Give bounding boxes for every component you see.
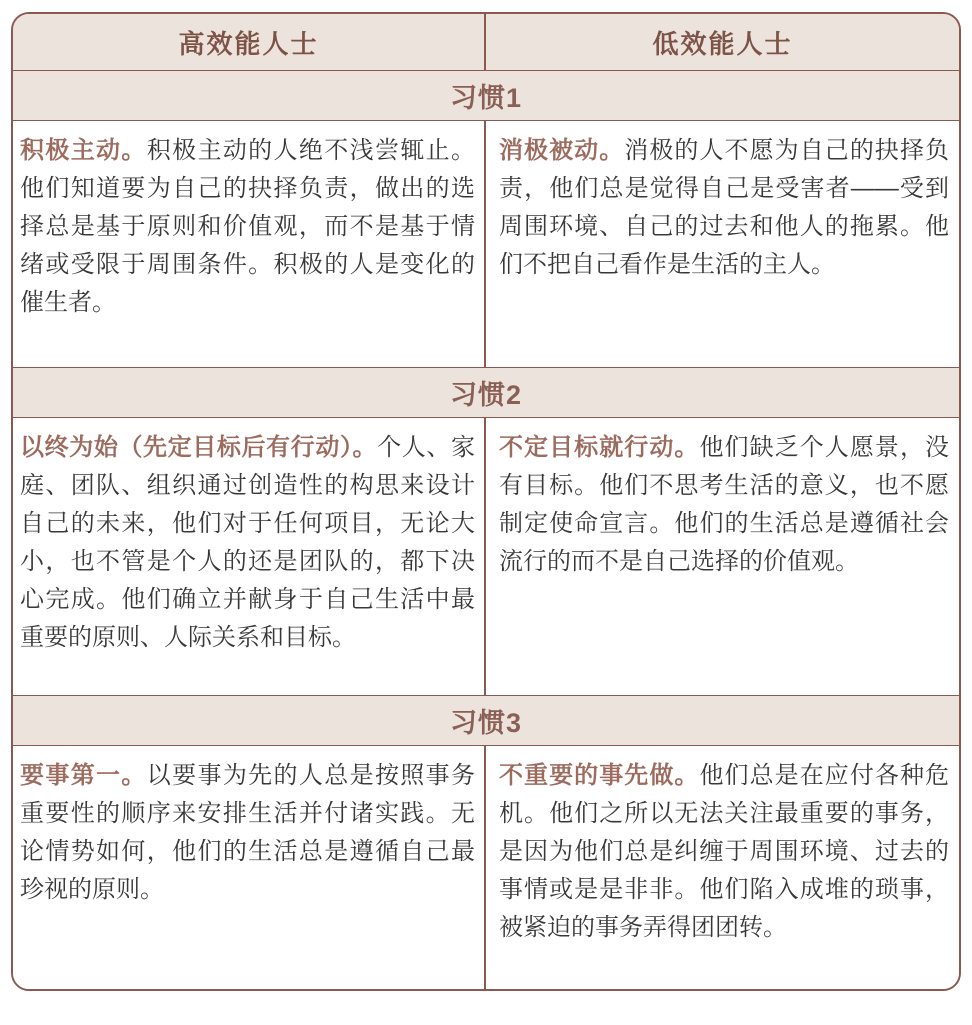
cell-lead-text: 不定目标就行动。 [499,434,700,461]
table-header-row [13,14,959,70]
cell-text [499,757,949,947]
table-row-habit-2 [13,418,959,695]
cell-lead-text: 以终为始（先定目标后有行动）。 [20,434,378,461]
cell-text [499,132,949,284]
table-row-habit-3 [13,746,959,989]
cell-habit-2-effective [13,418,486,695]
cell-lead-text: 消极被动。 [499,137,625,164]
section-header-habit-1: 习惯1 [13,70,959,121]
cell-habit-2-ineffective [486,418,959,695]
cell-body-text: 他们总是在应付各种危机。他们之所以无法关注最重要的事务，是因为他们总是纠缠于周围环境、过去的事情或是是非非。他们陷入成堆的琐事，被紧迫的事务弄得团团转。 [499,762,950,941]
cell-lead-text: 积极主动。 [20,137,147,164]
section-header-habit-3: 习惯3 [13,695,959,746]
cell-habit-3-effective [13,746,486,989]
cell-body-text: 个人、家庭、团队、组织通过创造性的构思来设计自己的未来，他们对于任何项目，无论大小，也不管是个人的还是团队的，都下决心完成。他们确立并献身于自己生活中最重要的原则、人际关系和目标。 [20,434,476,651]
cell-text [20,429,475,657]
cell-habit-1-effective [13,121,486,367]
cell-habit-3-ineffective [486,746,959,989]
cell-text [20,132,475,322]
cell-lead-text: 不重要的事先做。 [499,762,700,789]
table-row-habit-1 [13,121,959,367]
column-header-effective: 高效能人士 [13,14,486,70]
section-header-habit-2: 习惯2 [13,367,959,418]
cell-body-text: 消极的人不愿为自己的抉择负责，他们总是觉得自己是受害者——受到周围环境、自己的过去和他人的拖累。他们不把自己看作是生活的主人。 [499,137,950,278]
cell-body-text: 他们缺乏个人愿景，没有目标。他们不思考生活的意义，也不愿制定使命宣言。他们的生活总是遵循社会流行的而不是自己选择的价值观。 [499,434,950,575]
cell-text [499,429,949,581]
cell-text [20,757,475,909]
cell-lead-text: 要事第一。 [20,762,147,789]
cell-body-text: 以要事为先的人总是按照事务重要性的顺序来安排生活并付诸实践。无论情势如何，他们的生活总是遵循自己最珍视的原则。 [20,762,475,903]
cell-body-text: 积极主动的人绝不浅尝辄止。他们知道要为自己的抉择负责，做出的选择总是基于原则和价值观，而不是基于情绪或受限于周围条件。积极的人是变化的催生者。 [20,137,475,316]
column-header-ineffective: 低效能人士 [652,28,793,59]
cell-habit-1-ineffective [486,121,959,367]
habits-comparison-table [11,12,961,991]
